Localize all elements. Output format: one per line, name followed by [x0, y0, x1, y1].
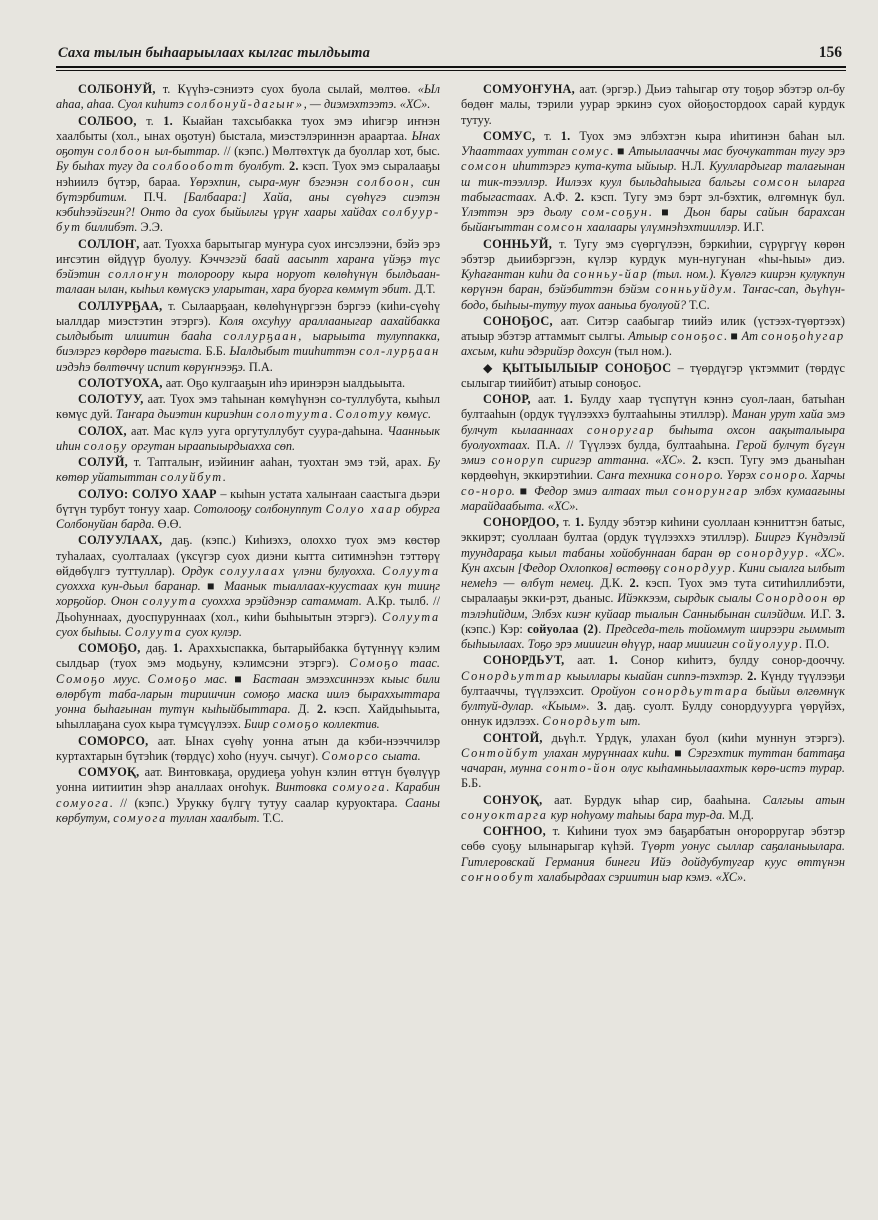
entry-definition: П.А. // Түүлээх булда, бултааһына.: [530, 437, 737, 452]
entry-definition: аат. Туох эмэ таһынан көмүһүнэн со-туллубута, кыһыл көмүс дуй.: [56, 392, 440, 422]
entry-headword: СОЛОХ,: [78, 423, 127, 438]
entry-definition: Д.: [290, 702, 317, 716]
entry-example: сом-соҕун: [581, 205, 649, 219]
entry-example: Кэччэгэй баай аасыпт хараҥа үйэҕэ түс бэйэтин: [56, 251, 441, 281]
entry-example: соллоҥун: [108, 267, 170, 281]
entry-headword: СОМУОҚ,: [78, 765, 140, 779]
entry-example: кур ноһуому таһыы бара тур-да.: [547, 807, 726, 822]
running-title: Саха тылын быһаарыылаах кылгас тылдьыта: [58, 45, 371, 61]
entry-definition: Булду эбэтэр киһини суоллаан кэнниттэн батыс, эккирэт; суоллаан бултаа (ордук түүлээххэ этиллэр).: [461, 515, 846, 545]
entry-definition: Д.К.: [593, 576, 630, 590]
sense-number: 1.: [574, 515, 585, 529]
entry-definition: // (кэпс.) Мөлтөхтүк да буоллар хот, быс.: [220, 144, 441, 158]
entry-example: Атыыр: [628, 329, 671, 343]
entry-example: . Кини сыалга ылбыт немеһэ — өлбүт немец.: [461, 560, 845, 590]
entry-definition: аат. Бурдук ыһар сир, бааһына.: [542, 792, 763, 807]
entry-example: быйыл өлгөмнүк бултуй-дулар. «Кыым».: [461, 683, 846, 713]
dictionary-entry: [56, 765, 440, 826]
entry-example: Салгыы атын: [762, 792, 845, 807]
entry-headword: СОЛУО: СОЛУО ХААР: [78, 486, 217, 501]
entry-example: Солотуу: [335, 407, 394, 422]
entry-definition: Булду хаар түспүтүн кэннэ суол-лаан, батыһан бултааһын (ордук түүлээххэ бултааһыны этиллэр).: [461, 392, 845, 422]
sense-number: 1.: [608, 653, 618, 668]
entry-headword: СОЛОТУУ,: [78, 392, 144, 406]
entry-example: оргутан ыраапыырдыахха сөп.: [128, 438, 296, 453]
entry-example: солбуур-бут: [56, 205, 440, 235]
entry-headword: СОННЬУЙ,: [483, 236, 552, 251]
dictionary-entry: [56, 455, 440, 486]
entry-definition: // (кэпс.) Урукку бүлгү тутуу саалар куруоктара.: [112, 795, 405, 810]
entry-definition: Ө.Ө.: [154, 517, 182, 531]
entry-definition: т. Күүһэ-сэниэтэ суох буола сылай, мөлтөө.: [155, 82, 418, 96]
entry-definition: аат. (эргэр.) Дьиэ таһыгар оту тоҕор эбэтэр ол-бу бөдөҥ малы, тэрили уурар эркинэ суох ойоҕостордоох сарай курдук тутуу.: [461, 82, 845, 127]
entry-example: сиригэр аттанна. «ХС».: [545, 453, 686, 467]
dictionary-entry: [461, 314, 845, 360]
entry-definition: т.: [559, 515, 575, 529]
entry-example: көмүс.: [393, 407, 432, 422]
entry-example: Сонтойбут: [461, 745, 540, 760]
header-rule-thick: [56, 66, 846, 68]
dictionary-entry: [56, 424, 440, 455]
dictionary-entry: [461, 824, 845, 885]
entry-example: Сотолооҕу солбонуппут: [193, 501, 326, 516]
entry-example: обурга Солбонуйан барда.: [56, 501, 440, 531]
entry-headword: СОМУС,: [483, 128, 536, 143]
entry-definition: Т.С.: [685, 297, 710, 312]
entry-example: Саҥа техника: [596, 468, 676, 483]
entry-definition: М.Д.: [725, 807, 754, 822]
entry-example: Соморсо: [321, 748, 380, 763]
entry-example: солуулаах: [219, 563, 287, 578]
entry-example: сонорунгар: [672, 483, 750, 498]
entry-example: хаалаары үлүмнэһэхтииллэр.: [583, 220, 741, 235]
entry-example: Чаанньык иһин: [56, 423, 440, 453]
dictionary-entry: [461, 392, 845, 514]
entry-example: Коля охсуһуу араллааныгар аахайбакка сылдыбыт илиитин бааһа: [56, 313, 440, 343]
page-header: [58, 44, 844, 66]
sense-number: 3.: [597, 699, 607, 713]
entry-headword: СОМУОҤУНА,: [483, 82, 575, 96]
entry-example: толороору кыра норуот көлөһүнүн былдьаан-талаан ылан, кыһыл көмүскэ уларытан, хара буорга көммүт эбит.: [56, 267, 441, 297]
entry-example: Ыалдыбыт тииһиттэн: [229, 344, 360, 359]
entry-example: , ыарыыта тулуппакка, биэлэргэ көрдөрө тағыста.: [56, 329, 440, 359]
entry-example: Солуута: [124, 624, 183, 639]
sense-number: 2.: [629, 576, 640, 590]
entry-example: иһиттэргэ кута-кута ыйыыр.: [507, 159, 677, 174]
sense-number: 2.: [691, 453, 702, 467]
entry-example: соноҕоһугар: [761, 329, 845, 343]
entry-example: суоххха эрэйдэнэр сатаммат.: [197, 594, 362, 609]
entry-definition: аат. Ситэр саабыгар тиийэ илик (үстээх-түөртээх) атыыр эбэтэр аттаммыт сылгы.: [461, 313, 845, 343]
entry-example: сонордуур: [736, 545, 806, 560]
entry-example: солбооботт: [152, 159, 236, 174]
entry-headword: СОНОР,: [483, 392, 531, 406]
dictionary-entry: [56, 392, 440, 423]
entry-example: улахан мурүннаах киһи. ■ Сэргэхтик туттан баттаҕа чачаран, мунна: [461, 745, 845, 775]
entry-example: сойуолуур: [732, 637, 800, 651]
entry-example: солуута: [142, 594, 198, 609]
entry-example: солбонуй-дагыҥ»: [187, 97, 304, 112]
entry-definition: Күнду түүлээҕи бултааччы, түүлээхсит.: [461, 668, 846, 698]
entry-example: Солуо хаар: [325, 501, 402, 516]
entry-example: , — диэмэхтээтэ. «ХС».: [303, 97, 431, 112]
entry-definition: даҕ.: [140, 641, 173, 655]
right-column: [461, 82, 845, 886]
entry-definition: П.О.: [802, 637, 830, 651]
dictionary-entry: [461, 237, 845, 313]
left-column: [56, 82, 440, 827]
entry-example: ыларга табыгастаах.: [461, 174, 845, 204]
dictionary-entry: [56, 299, 440, 375]
entry-example: . ■ Дьон бары сайын барахсан быйаҥыттан: [461, 205, 845, 235]
entry-example: сомсон: [753, 174, 801, 189]
entry-example: быһыта охсон аақыталыыра буолуохтаах.: [461, 422, 845, 452]
entry-example: со-нор: [461, 483, 506, 498]
entry-definition: даҕ. (кэпс.) Киһиэхэ, олоххо туох эмэ көстөр туһалаах, суолталаах (үксүгэр суох диэни кытта ситимнэһэн тэттөрү өйдөбүлгэ туттуллар).: [56, 533, 440, 578]
entry-example: Күөлгэ киирэн кулукпун көрүнэн баран, бэйэбиттэн бэйэм: [461, 267, 846, 297]
entry-example: сомсон: [461, 159, 508, 174]
entry-example: кыыллары кыайан сиппэ-тэхтэр.: [562, 668, 744, 683]
entry-example: сонньу-йар: [573, 267, 649, 281]
entry-example: .: [329, 407, 336, 422]
entry-example: таас.: [399, 656, 440, 671]
entry-example: Үөрэхпин, сыра-муҥ бэгэнэн: [189, 174, 357, 189]
entry-definition: кэсп. Туох эмэ сыралааҕы нэһиилэ бүтэр, бараа.: [56, 159, 440, 189]
dictionary-entry: [461, 129, 845, 236]
entry-definition: Э.Э.: [137, 220, 163, 235]
entry-definition: Араххыспакка, бытарыйбакка бүтүннүү кэлим сылдьар (туох эмэ модьуну, кэлимсэни этэргэ).: [56, 641, 440, 671]
sense-number: 1.: [563, 392, 574, 406]
sense-number: 1.: [172, 641, 183, 655]
entry-definition: т. Сылаарҕаан, көлөһүнүргээн бэргээ (киһи-сүөһү ыаллдар миэстэтин этэргэ).: [56, 298, 440, 328]
sense-number: 2.: [747, 668, 757, 683]
entry-example: солбоон: [356, 174, 411, 189]
sense-number: 2.: [316, 702, 327, 716]
dictionary-entry: [56, 734, 440, 765]
entry-headword: СОНОРДЬУТ,: [483, 653, 565, 668]
entry-example: Винтовка: [275, 780, 333, 795]
sense-number: 3.: [835, 606, 845, 621]
entry-example: соноҕос: [670, 329, 725, 343]
entry-definition: т. Киһини туох эмэ баҕарбатын оҥорорругар эбэтэр сөбө суоҕу ылынарыгар күһэй.: [461, 824, 845, 854]
entry-definition: аат. Винтовкаҕа, орудиеҕа уоһун кэлин өттүн бүөлүүр уонна иитиитин эһэр аналлаах оҥоһук.: [56, 765, 440, 795]
entry-headword: СОНОРДОО,: [483, 515, 560, 529]
entry-example: ыл-быттар.: [151, 144, 221, 158]
entry-headword: СОЛУУЛААХ,: [78, 533, 163, 548]
entry-example: «Ыл аһаа, аһаа. Суол киһитэ: [56, 82, 440, 112]
entry-headword: СОЛОТУОХА,: [78, 375, 163, 390]
entry-definition: Б.Б.: [461, 776, 482, 791]
entry-definition: Т.С.: [259, 810, 284, 825]
entry-definition: аат. Мас күлэ ууга оргутуллубут суура-даһына.: [126, 423, 388, 438]
sense-number: 1.: [163, 113, 173, 128]
entry-example: .: [109, 795, 113, 810]
entry-headword: СОЛУЙ,: [78, 455, 128, 469]
entry-example: Солуута: [381, 609, 440, 624]
entry-example: Сомоҕо: [349, 656, 400, 671]
entry-definition: кэсп. Тугу эмэ бэрт эл-бэхтик, өлгөмнүк бул.: [584, 189, 845, 204]
entry-example: Сомоҕо: [56, 671, 107, 686]
entry-example: сонордуур: [663, 560, 733, 575]
sense-number: 1.: [560, 128, 571, 143]
entry-definition: Кыайан тахсыбакка туох эмэ иһигэр иҥнэн хаалбыты (хол., ынах оҕотун) быстала, миэстэлэриннэн араартаа.: [56, 113, 440, 143]
entry-definition: аат. Оҕо кулгааҕын иһэ иринэрэн ыалдьыыта.: [162, 375, 406, 390]
entry-definition: т.: [535, 128, 561, 143]
entry-example: Сааны көрбутум,: [56, 795, 440, 825]
entry-example: о. Харчы: [798, 468, 845, 483]
entry-example: соноругар: [586, 422, 656, 437]
entry-definition: А.Кр. тылб. // Дьоһуннаах, дуоспуруннаах (хол., киһи быһыытын этэргэ).: [56, 594, 440, 624]
entry-headword: СОНОҔОС,: [483, 313, 553, 328]
entry-example: солоҕу: [83, 438, 129, 453]
entry-headword: СОЛБОНУЙ,: [78, 82, 156, 96]
entry-definition: П.Ч.: [127, 189, 184, 204]
entry-example: суох быһыы.: [56, 624, 125, 639]
entry-example: ахсым, киһи эдэрийэр дохсун: [461, 344, 612, 359]
entry-example: , син бүтэрбитим.: [56, 174, 440, 204]
entry-example: солотуута: [255, 407, 330, 422]
entry-headword: СОМОРСО,: [78, 733, 149, 748]
entry-example: Ийэккээм, сырдык сыалы: [617, 591, 756, 606]
entry-example: (тыл. ном.).: [648, 267, 721, 281]
entry-example: сонуоктарга: [461, 807, 548, 822]
entry-definition: (тыл ном.).: [611, 344, 672, 359]
entry-example: сомуога: [113, 810, 168, 825]
dictionary-entry: [56, 533, 440, 640]
entry-headword: СОЛЛУРҔАА,: [78, 298, 163, 313]
entry-example: Кууллардыгар талағынан ш тик-тээллэр. Иилээх куул быльдаһыыга бальгы: [461, 159, 846, 189]
entry-example: Биир: [244, 717, 273, 732]
dictionary-entry: [56, 237, 440, 298]
entry-headword: СОЛЛОҤ,: [78, 236, 140, 251]
entry-example: . ■ Атыылааччы мас буочукаттан тугу эрэ: [610, 144, 845, 158]
entry-definition: аат.: [564, 653, 609, 668]
entry-example: мас. ■ Бастаан эмээхсиннээх кыыс били өлөрбүт таба-ларын тиришчин сомоҕо маска иилэ быраххыттара уонна быһағынан тутүн кыһыйбыттара.: [56, 671, 440, 716]
entry-headword: СОЛБОО,: [78, 113, 137, 128]
entry-example: Бу быһах тугу да: [56, 159, 153, 174]
header-rule-thin: [56, 70, 846, 71]
entry-definition: кэсп. Хайдыһыыта, ыһыллаҕана суох кыра түмсүүлээх.: [56, 702, 440, 732]
entry-definition: аат. Туохха барытыгар муҥура суох иҥсэлээни, бэйэ эрэ иҥсэтин өйдүүр буолуу.: [56, 236, 440, 266]
entry-example: соноруп: [491, 453, 546, 467]
entry-example: .: [799, 637, 803, 651]
entry-example: сонордьуттара: [642, 683, 750, 698]
sense-number: 2.: [574, 189, 585, 204]
entry-example: .: [222, 470, 226, 485]
entry-example: суоххха кун-дьыл баранар. ■ Маанык тыаллаах-куустаах кун тииңг хорҕойор. Онон: [56, 579, 440, 609]
entry-example: Үлэттэн эрэ дьолу: [461, 205, 582, 219]
entry-example: . Карабин: [386, 780, 440, 795]
entry-example: элбэх кумаағыны марайдаабыта. «ХС».: [461, 483, 845, 513]
entry-headword: СОМОҔО,: [78, 641, 141, 655]
entry-example: туллан хаалбыт.: [167, 810, 260, 825]
entry-example: сол-лурҕаан: [359, 344, 440, 359]
entry-definition: дьүһ.т. Үрдүк, улахан буол (киһи муннун этэргэ).: [542, 730, 845, 745]
entry-example: халабырдаах сэриитин ыар кэмэ. «ХС».: [534, 869, 747, 884]
entry-example: Бу көтөр уйатыттан: [56, 455, 440, 485]
entry-definition: аат.: [530, 392, 564, 406]
entry-example: сомус: [571, 144, 611, 158]
entry-example: соллурҕаан: [223, 329, 299, 343]
dictionary-entry: [461, 731, 845, 792]
entry-definition: т.: [136, 113, 164, 128]
entry-example: Ордук: [181, 563, 220, 578]
entry-example: Сонордьуттар: [461, 668, 563, 683]
entry-example: сонто-йон: [545, 761, 618, 775]
entry-definition: Д.Т.: [411, 282, 436, 297]
dictionary-entry: [56, 641, 440, 733]
entry-example: сомсон: [537, 220, 584, 235]
entry-definition: аат. Ынах сүөһү уонна атын да кэби-нээччилэр куртахтарын бүтэһик (төрдүс) хоһо (нууч. сычуг).: [56, 733, 440, 763]
entry-example: Председа-тель тойоммут ширээри гыммыт быһыылаах. Тоҕо эрэ мииигин өһүүр, наар мииигин: [461, 621, 845, 651]
entry-example: Сонордьут: [542, 714, 618, 729]
entry-example: өр тэлэһийдим, Элбэх киэҥ куйаар тыалын Санныбынан силэйдим.: [461, 591, 845, 621]
page-number: 156: [818, 44, 842, 61]
entry-definition: Б.Б.: [202, 344, 230, 359]
entry-example: ыт.: [617, 714, 641, 729]
entry-example: сонор: [759, 468, 799, 483]
entry-example: сонор: [675, 468, 714, 483]
entry-example: буолбут.: [235, 159, 286, 174]
entry-definition: Н.Л.: [676, 159, 710, 174]
entry-headword: СОҤНОО,: [483, 824, 546, 838]
entry-definition: И.Г.: [806, 606, 836, 621]
entry-headword: ◆ ҚЫТЫЫЛЫЫР СОНОҔОС: [483, 360, 672, 375]
entry-example: сыата.: [379, 748, 421, 763]
entry-example: үлэни булуохха.: [286, 563, 382, 578]
entry-example: Куһағантан киһи да: [461, 267, 574, 281]
entry-definition: – кыһын устата халыҥаан саастыга дьэри бүтүн турбут тоҥуу хаар.: [56, 486, 440, 516]
entry-example: . Таҥас-сап, дьүһүн-бодо, быһыы-тутуу туох ааныьа буолуой?: [461, 282, 845, 312]
dictionary-entry: [461, 515, 845, 652]
entry-example: сомоҕо: [272, 717, 321, 732]
entry-headword: СОНТОЙ,: [483, 730, 543, 745]
entry-example: Түөрт уонус сыллар саҕаланыыларa. Гитлеровскай Германия бинеги Ийэ дойдубутугар куус өттүнэн: [461, 839, 846, 869]
entry-example: Бииргэ Күндэлэй туундараҕа кыыл табаны хойобуннаан баран өр: [461, 530, 845, 560]
entry-example: солбоон: [97, 144, 152, 158]
dictionary-entry: [461, 82, 845, 128]
entry-example: иэдэһэ бөлтөччү испит көрүҥнээҕэ.: [56, 359, 246, 374]
entry-example: сомуога: [56, 795, 110, 810]
dictionary-entry: [461, 653, 845, 729]
entry-example: сомуога: [332, 780, 387, 795]
entry-example: о. ■ Федор эмиэ алтаах тыл: [505, 483, 673, 498]
entry-definition: Сонор киһитэ, булду сонор-дооччу.: [617, 653, 845, 668]
entry-example: муус.: [106, 671, 148, 686]
dictionary-entry: [56, 114, 440, 236]
entry-example: солуйбут: [160, 470, 223, 485]
entry-example: коллектив.: [320, 717, 380, 732]
entry-example: олус кыһамньылаахтык көрө-истэ турар.: [617, 761, 845, 775]
entry-example: Сонордоон: [755, 591, 829, 606]
entry-definition: кэсп. Туох эмэ тута ситиһиллибэти, сыралааҕы экки-рэт, дьаныс.: [461, 576, 845, 606]
entry-example: Сомоҕо: [147, 671, 198, 686]
entry-example: . ■ Ат: [724, 329, 762, 343]
entry-example: Уһааттаах ууттан: [461, 144, 572, 158]
entry-example: сонньуйдум: [655, 282, 734, 297]
entry-example: Манан урут хайа эмэ булчут кылааннаах: [461, 407, 846, 437]
entry-definition: т. Тапталыҥ, иэйиниҥ ааһан, туохтан эмэ тэй, арах.: [127, 455, 428, 469]
entry-definition: кэсп. Тугу эмэ дьаныһан көрдөөһүн, эккирэтиһии.: [461, 453, 845, 483]
entry-definition: даҕ. суолт. Булду сонордууурга үөрүйэх, оннук идэлээх.: [461, 699, 845, 729]
entry-example: . «ХС». Кун ахсын [Федор Охлопков] өстөөҕү: [461, 545, 845, 575]
entry-example: Ынах оҕотун: [56, 128, 440, 158]
entry-example: Солуута: [381, 563, 441, 578]
entry-example: биллибэт.: [81, 220, 138, 235]
entry-definition: Туох эмэ элбэхтэн кыра иһитинэн баһан ыл.: [570, 128, 845, 143]
entry-definition: (кэпс.) Кэр:: [461, 621, 528, 636]
dictionary-entry: [461, 793, 845, 824]
entry-definition: т. Тугу эмэ сүөргүлээн, бэркиһии, сүрүргүү көрөн эбэтэр дьиибэргээн, күлэр курдук мун-нугунан «һы-һыы» диэ.: [461, 236, 845, 266]
entry-example: Таҥара дьиэтин кириэһин: [115, 407, 256, 422]
entry-definition: – түөрдүгэр үктэммит (төрдүс сылыгар тиийбит) атыыр соноҕос.: [461, 360, 845, 390]
dictionary-entry: [56, 82, 440, 113]
entry-definition: .: [598, 621, 606, 636]
dictionary-entry: [461, 361, 845, 392]
entry-example: [Балбаара:] Хайа, аны сүөһүгэ сиэтэн кэбиһээйэгин?! Онто да суох быйылгы үрүҥ хаары хайдах: [56, 189, 440, 219]
entry-example: Герой булчут бүгүн эмиэ: [461, 437, 845, 467]
dictionary-entry: [56, 487, 440, 533]
entry-headword: СОНУОҚ,: [483, 792, 543, 807]
dictionary-entry: [56, 376, 440, 391]
entry-example: соҥнообут: [461, 869, 535, 884]
entry-example: суох кулэр.: [182, 624, 242, 639]
entry-example: Оройуон: [590, 683, 643, 698]
entry-example: о. Үөрэх: [713, 468, 760, 483]
entry-definition: П.А.: [245, 359, 273, 374]
entry-definition: И.Г.: [740, 220, 765, 235]
sense-number: сойуолаа (2): [527, 621, 599, 636]
entry-definition: А.Ф.: [536, 189, 575, 204]
sense-number: 2.: [289, 159, 299, 174]
